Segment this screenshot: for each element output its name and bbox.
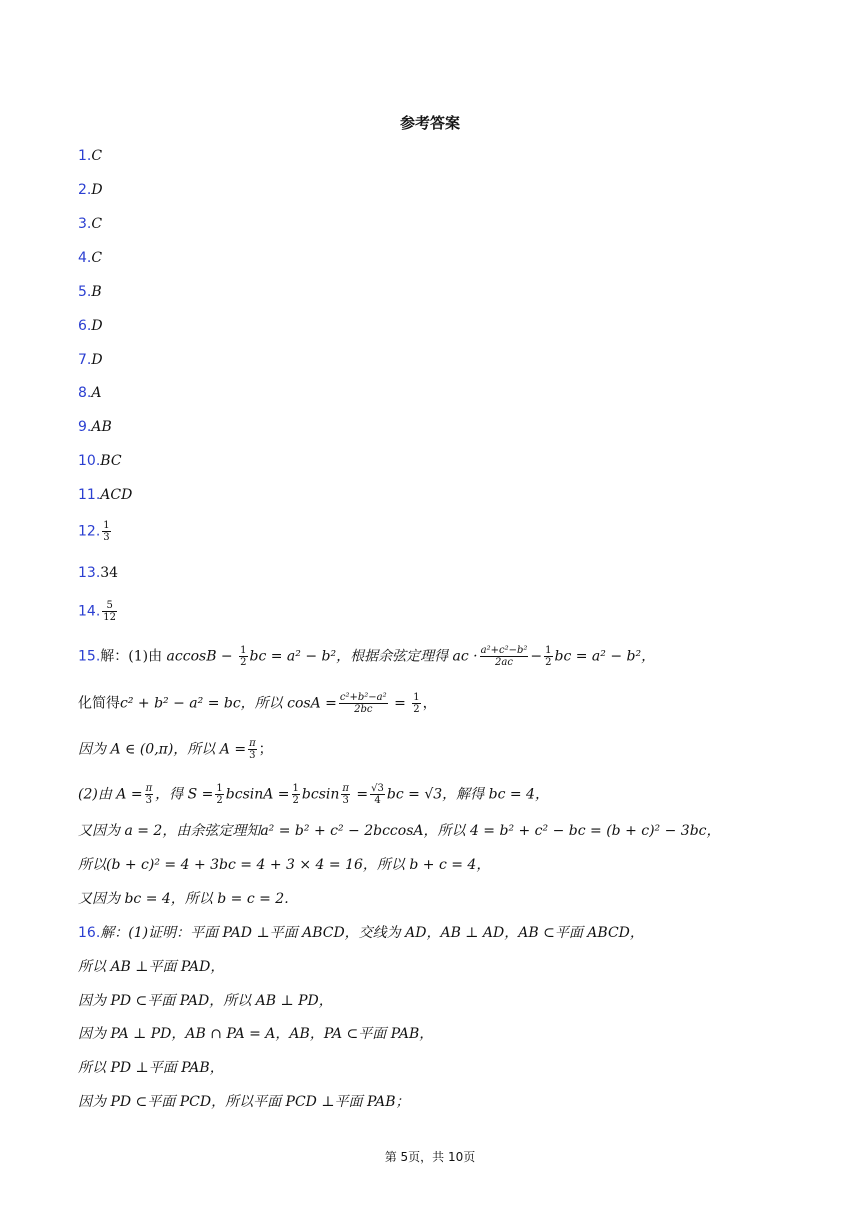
fraction-half: $\frac{1}{2}$ bbox=[413, 692, 420, 715]
answer-5: 5.B bbox=[78, 284, 102, 300]
answer-6: 6.D bbox=[78, 318, 103, 334]
fraction-half: $\frac{1}{2}$ bbox=[545, 645, 552, 668]
answer-7: 7.D bbox=[78, 352, 103, 368]
fraction-cosine-rule: $\frac{\text{a²+c²−b²}}{2ac}$ bbox=[480, 645, 528, 668]
q16-line-6: 因为 PD ⊂平面 PCD，所以平面 PCD ⊥平面 PAB； bbox=[78, 1094, 410, 1110]
answer-2: 2.D bbox=[78, 182, 103, 198]
q15-line-4: (2)由 A = $\frac{\pi}{3}$ ，得 S = $\frac{1}{2}$ bcsinA = $\frac{1}{2}$ bcsin $\frac{\pi}{3}$ = $\frac{√3}{4}$ bc = √3，解得 bc = 4， bbox=[78, 783, 549, 806]
q15-line-6: 所以(b + c)² = 4 + 3bc = 4 + 3 × 4 = 16，所以 b + c = 4， bbox=[78, 857, 491, 873]
page-title: 参考答案 bbox=[399, 114, 460, 132]
q15-line-5: 又因为 a = 2，由余弦定理知a² = b² + c² − 2bccosA，所以 4 = b² + c² − bc = (b + c)² − 3bc， bbox=[78, 823, 721, 839]
q16-line-5: 所以 PD ⊥平面 PAB， bbox=[78, 1060, 224, 1076]
answer-3: 3.C bbox=[78, 216, 103, 232]
fraction-cosA: $\frac{\text{c²+b²−a²}}{2bc}$ bbox=[339, 692, 387, 715]
fraction-half: $\frac{1}{2}$ bbox=[216, 783, 223, 806]
answer-12: 12. $\frac{1}{3}$ bbox=[78, 520, 110, 543]
fraction-half: $\frac{1}{2}$ bbox=[240, 645, 247, 668]
q15-line-3: 因为 A ∈ (0,π)，所以 A = $\frac{\pi}{3}$ ； bbox=[78, 738, 273, 761]
answer-9: 9.AB bbox=[78, 419, 112, 435]
fraction: $\frac{1}{3}$ bbox=[103, 520, 110, 543]
fraction-pi-3: $\frac{\pi}{3}$ bbox=[342, 783, 349, 806]
q16-line-1: 16.解：(1)证明：平面 PAD ⊥平面 ABCD，交线为 AD，AB ⊥ AD，AB ⊂平面 ABCD， bbox=[78, 925, 644, 941]
q16-line-3: 因为 PD ⊂平面 PAD，所以 AB ⊥ PD， bbox=[78, 993, 333, 1009]
fraction-pi-3: $\frac{\pi}{3}$ bbox=[249, 738, 256, 761]
answer-1: 1.C bbox=[78, 148, 103, 164]
answer-8: 8.A bbox=[78, 385, 102, 401]
q15-line-7: 又因为 bc = 4，所以 b = c = 2. bbox=[78, 891, 289, 907]
answer-14: 14. $\frac{5}{12}$ bbox=[78, 600, 116, 623]
q15-line-1: 15.解：(1)由 accosB − $\frac{1}{2}$ bc = a² − b²，根据余弦定理得 ac · $\frac{\text{a²+c²−b²}}{2ac}$ − $\frac{1}{2}$ bc = a² − b²， bbox=[78, 645, 656, 668]
answer-13: 13.34 bbox=[78, 565, 119, 581]
q16-line-4: 因为 PA ⊥ PD，AB ∩ PA = A，AB，PA ⊂平面 PAB， bbox=[78, 1026, 434, 1042]
answer-11: 11.ACD bbox=[78, 487, 133, 503]
answer-4: 4.C bbox=[78, 250, 103, 266]
fraction-sqrt3-4: $\frac{√3}{4}$ bbox=[371, 783, 384, 806]
page-footer: 第 5页，共 10页 bbox=[384, 1150, 476, 1164]
q15-line-2: 化简得c² + b² − a² = bc，所以 cosA = $\frac{\text{c²+b²−a²}}{2bc}$ = $\frac{1}{2}$ ， bbox=[78, 692, 437, 715]
fraction-half: $\frac{1}{2}$ bbox=[292, 783, 299, 806]
fraction: $\frac{5}{12}$ bbox=[103, 600, 116, 623]
answer-10: 10.BC bbox=[78, 453, 122, 469]
fraction-pi-3: $\frac{\pi}{3}$ bbox=[145, 783, 153, 806]
q16-line-2: 所以 AB ⊥平面 PAD， bbox=[78, 959, 225, 975]
